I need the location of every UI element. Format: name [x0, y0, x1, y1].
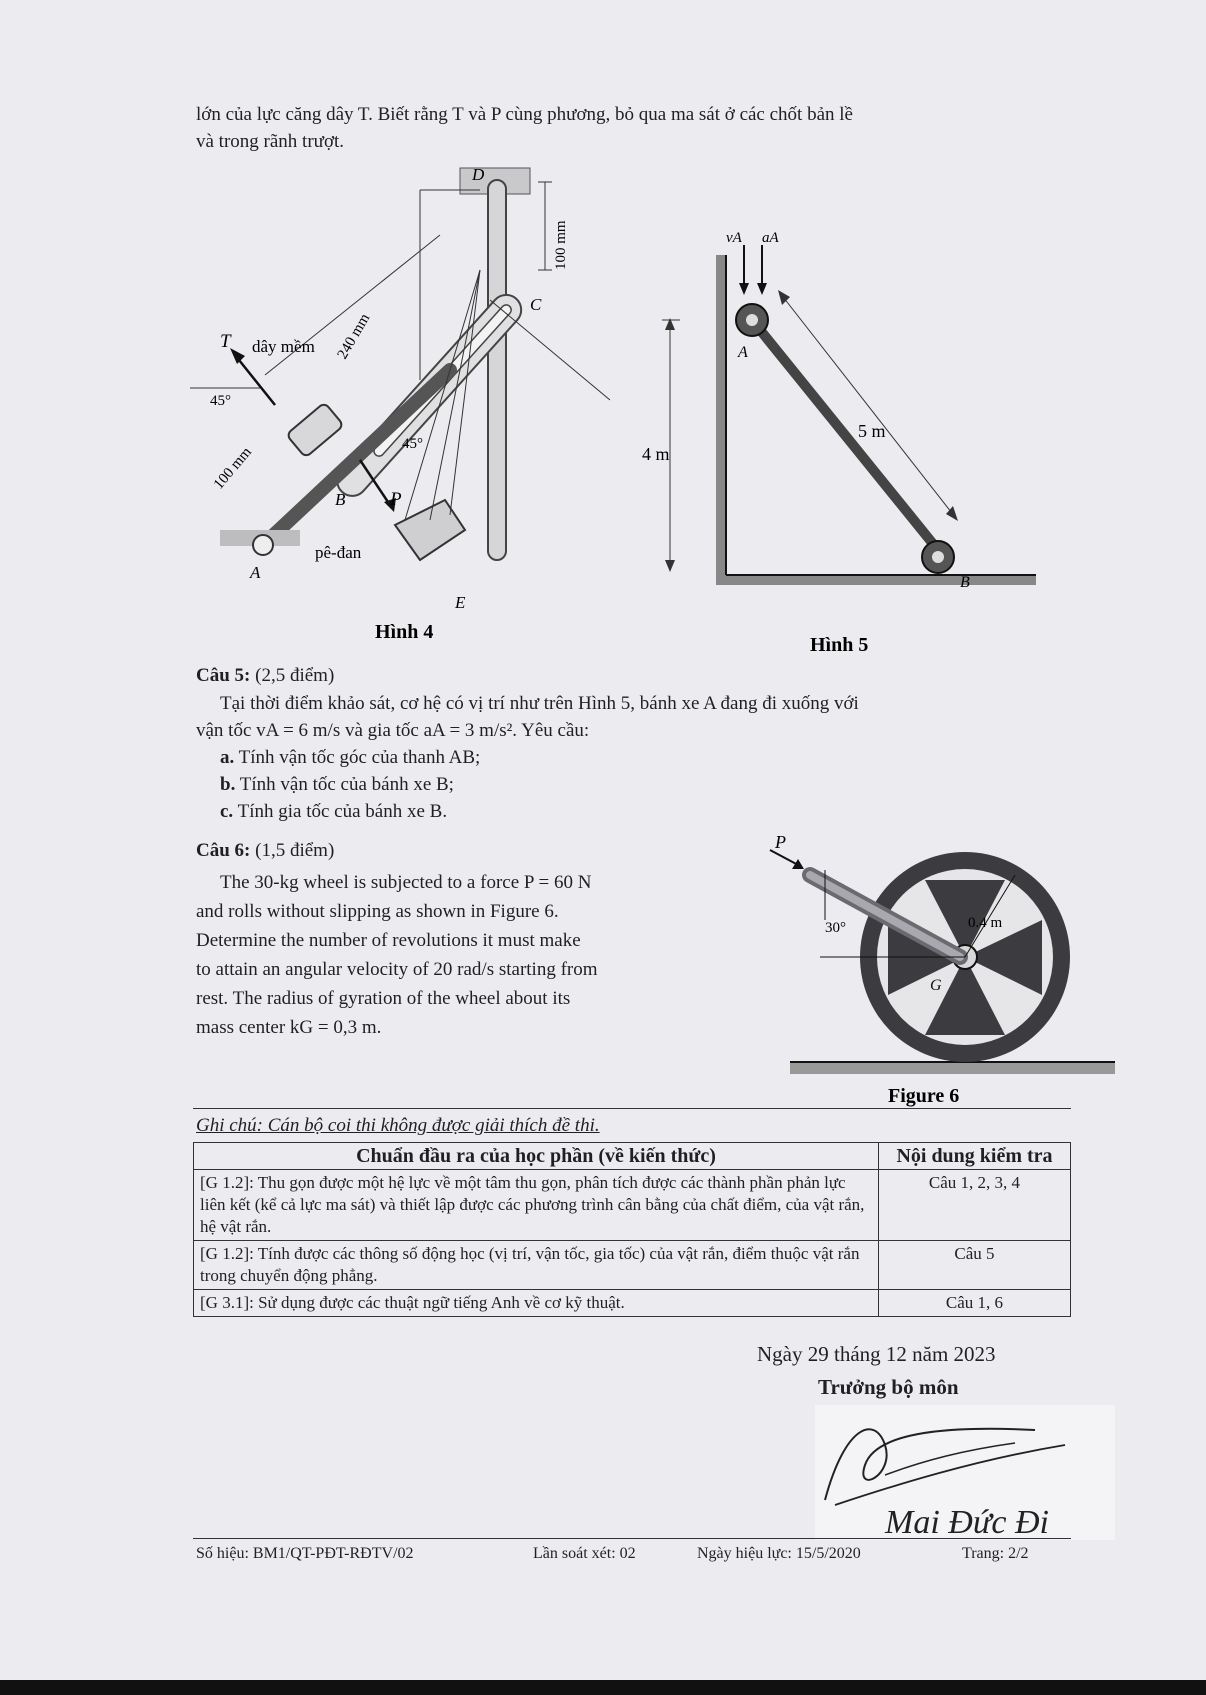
intro-line-1: lớn của lực căng dây T. Biết rằng T và P cùng phương, bỏ qua ma sát ở các chốt bản lề — [196, 104, 853, 125]
q5-line-1: Tại thời điểm khảo sát, cơ hệ có vị trí như trên Hình 5, bánh xe A đang đi xuống với — [220, 693, 859, 714]
fig5-label-va: vA — [726, 230, 742, 246]
divider — [193, 1108, 1071, 1109]
signature-role: Trưởng bộ môn — [818, 1375, 959, 1399]
q5-title: Câu 5: — [196, 665, 251, 686]
fig5-label-4m: 4 m — [642, 444, 670, 464]
content-cell: Câu 5 — [879, 1241, 1071, 1290]
fig4-label-45-b: 45° — [402, 436, 423, 452]
q5-item-c: c. Tính gia tốc của bánh xe B. — [220, 801, 448, 822]
fig6-label-p: P — [775, 832, 786, 852]
outcome-cell: [G 3.1]: Sử dụng được các thuật ngữ tiếng Anh về cơ kỹ thuật. — [194, 1290, 879, 1317]
signature-name: Mai Đức Đi — [885, 1504, 1049, 1541]
figure-4-pedal-mechanism — [190, 160, 680, 650]
fig4-label-day-mem: dây mềm — [252, 337, 315, 356]
outcome-cell: [G 1.2]: Tính được các thông số động học (vị trí, vận tốc, gia tốc) của vật rắn, điểm thuộc vật rắn trong chuyển động phẳng. — [194, 1241, 879, 1290]
q5-item-a: a. Tính vận tốc góc của thanh AB; — [220, 747, 481, 768]
fig4-caption: Hình 4 — [375, 621, 434, 643]
fig6-label-g: G — [930, 977, 942, 994]
q6-points: (1,5 điểm) — [255, 840, 335, 861]
fig5-label-b: B — [960, 574, 970, 591]
fig4-label-p: P — [390, 489, 402, 510]
fig4-label-c: C — [530, 295, 542, 314]
column-header: Nội dung kiểm tra — [879, 1143, 1071, 1170]
footer-divider — [193, 1538, 1071, 1539]
signature-date: Ngày 29 tháng 12 năm 2023 — [757, 1342, 996, 1366]
fig6-label-04m: 0.4 m — [968, 915, 1003, 931]
fig4-label-b: B — [335, 490, 346, 509]
learning-outcomes-table — [193, 1142, 1071, 1317]
footer-code: Số hiệu: BM1/QT-PĐT-RĐTV/02 — [196, 1545, 414, 1562]
content-cell: Câu 1, 2, 3, 4 — [879, 1170, 1071, 1241]
q5-line-2: vận tốc vA = 6 m/s và gia tốc aA = 3 m/s². Yêu cầu: — [196, 720, 590, 741]
outcome-cell: [G 1.2]: Thu gọn được một hệ lực về một tâm thu gọn, phân tích được các thành phần phản lực liên kết (kể cả lực ma sát) và thiết lập được các phương trình cân bằng của chất điểm, của vật rắn, hệ vật rắn. — [194, 1170, 879, 1241]
q6-body — [196, 868, 716, 1042]
figure-6-wheel — [760, 830, 1120, 1110]
q6-heading — [196, 837, 334, 864]
fig4-label-45-a: 45° — [210, 393, 231, 409]
q6-line: The 30-kg wheel is subjected to a force P = 60 N — [220, 872, 592, 893]
footer-page: Trang: 2/2 — [962, 1545, 1029, 1562]
q6-line: rest. The radius of gyration of the wheel about its — [196, 988, 571, 1009]
table-header-row — [194, 1143, 1071, 1170]
q5-points: (2,5 điểm) — [255, 665, 335, 686]
q5-item-b: b. Tính vận tốc của bánh xe B; — [220, 774, 454, 795]
scan-edge — [0, 1680, 1206, 1695]
q6-line: to attain an angular velocity of 20 rad/s starting from — [196, 959, 598, 980]
fig4-label-pedan: pê-đan — [315, 543, 362, 562]
q6-line: Determine the number of revolutions it must make — [196, 930, 581, 951]
q6-line: and rolls without slipping as shown in Figure 6. — [196, 901, 559, 922]
fig4-label-100mm-b: 100 mm — [553, 220, 569, 270]
fig4-label-t: T — [220, 331, 231, 352]
footer-effective-date: Ngày hiệu lực: 15/5/2020 — [697, 1545, 861, 1562]
footer-revision: Lần soát xét: 02 — [533, 1545, 636, 1562]
intro-line-2: và trong rãnh trượt. — [196, 131, 345, 152]
fig5-label-5m: 5 m — [858, 421, 886, 441]
fig4-label-100mm-a: 100 mm — [210, 444, 255, 493]
fig4-label-e: E — [455, 593, 466, 612]
fig5-caption: Hình 5 — [810, 634, 869, 656]
column-header: Chuẩn đầu ra của học phần (về kiến thức) — [194, 1143, 879, 1170]
fig5-label-aa: aA — [762, 230, 779, 246]
handwritten-signature — [815, 1405, 1125, 1545]
table-row — [194, 1290, 1071, 1317]
fig5-label-a: A — [738, 344, 748, 361]
content-cell: Câu 1, 6 — [879, 1290, 1071, 1317]
q6-title: Câu 6: — [196, 840, 251, 861]
figure-5-sliding-bar — [642, 225, 1040, 656]
fig4-label-a: A — [250, 563, 261, 582]
fig4-label-240mm: 240 mm — [334, 311, 374, 362]
fig4-label-d: D — [472, 165, 485, 184]
table-row — [194, 1241, 1071, 1290]
fig6-caption: Figure 6 — [888, 1085, 960, 1107]
table-row — [194, 1170, 1071, 1241]
q5-heading — [196, 662, 334, 689]
q6-line: mass center kG = 0,3 m. — [196, 1017, 382, 1038]
exam-note: Ghi chú: Cán bộ coi thi không được giải thích đề thi. — [196, 1115, 600, 1136]
fig6-label-30: 30° — [825, 920, 846, 936]
